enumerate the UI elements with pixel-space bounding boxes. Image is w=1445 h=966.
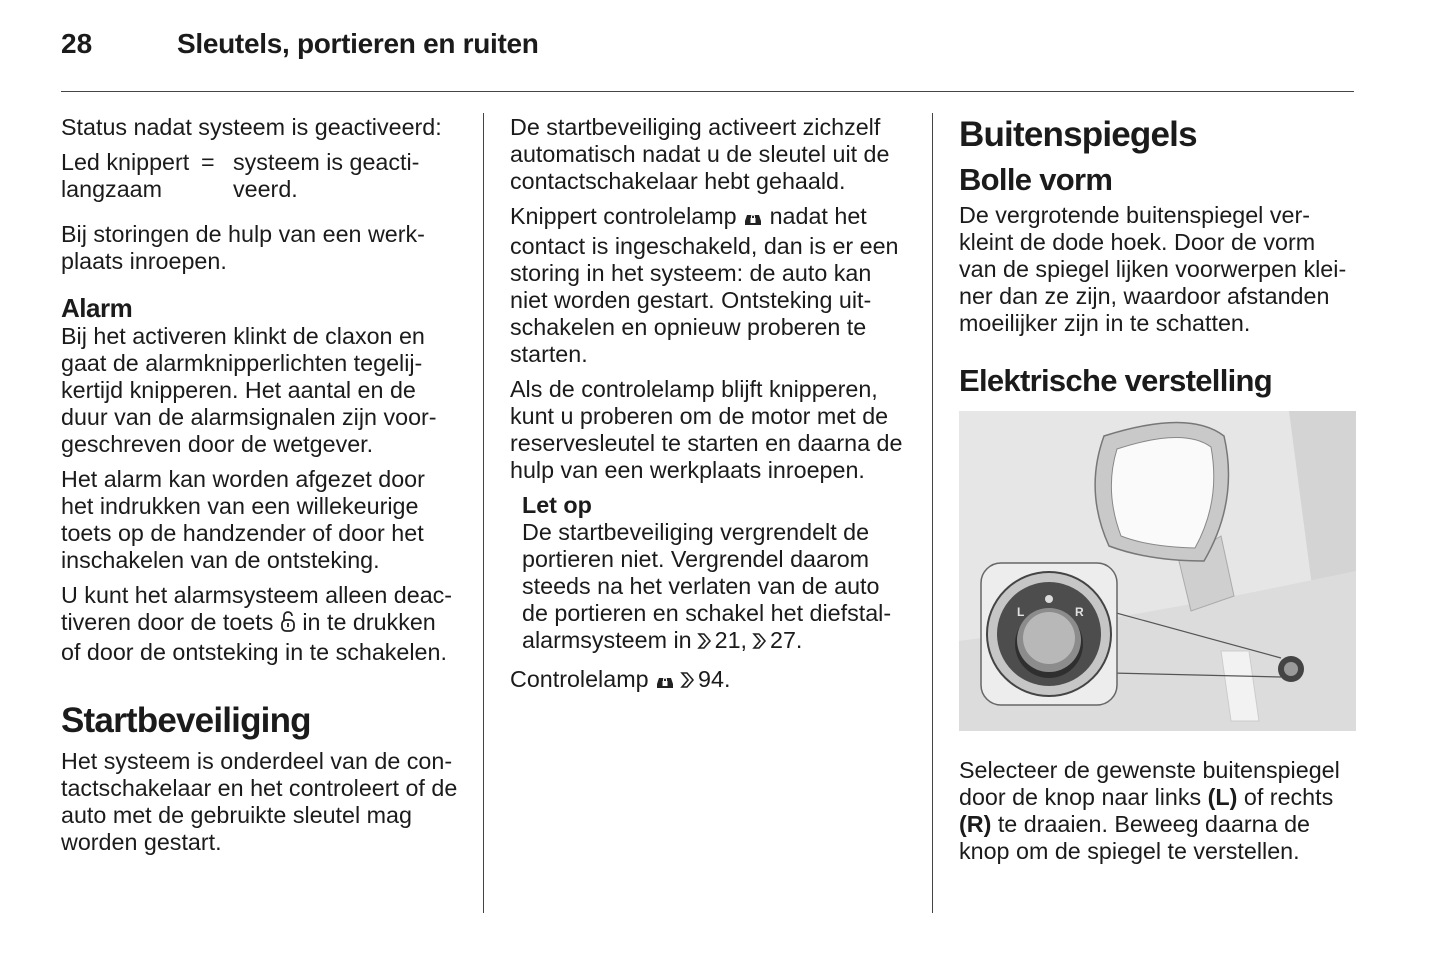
alarm-paragraph-3 — [61, 582, 461, 666]
select-text-b: of rechts — [1243, 784, 1334, 810]
column-divider-2 — [932, 113, 933, 913]
page-number: 28 — [61, 28, 93, 59]
lamp-ref[interactable]: 94. — [698, 666, 731, 692]
lamp-reference-line — [510, 666, 910, 696]
column-2 — [510, 114, 910, 704]
definition-term: Led knippert langzaam — [61, 149, 190, 202]
note-text: De startbeveiliging vergrendelt de portieren niet. Vergrendel daarom steeds na het verlaten van de auto de portieren en schakel het diefstal-alarmsysteem in — [522, 519, 892, 653]
note-title: Let op — [522, 492, 592, 518]
bolle-vorm-paragraph: De vergrotende buitenspiegel ver-kleint de dode hoek. Door de vorm van de spiegel lijken voorwerpen klei-ner dan ze zijn, waardoor afstanden moeilijker zijn in te schatten. — [959, 202, 1347, 336]
p2-start: Knippert controlelamp — [510, 203, 737, 229]
note-ref-2[interactable]: 27. — [770, 627, 803, 653]
buitenspiegels-heading: Buitenspiegels — [959, 115, 1197, 154]
knob-label-left: L — [1017, 605, 1025, 619]
status-definition — [61, 149, 461, 203]
immobilizer-paragraph-3: Als de controlelamp blijft knipperen, kunt u proberen om de motor met de reservesleutel te starten en daarna de hulp van een werkplaats inroepen. — [510, 376, 903, 483]
page-ref-arrow-icon — [679, 668, 695, 695]
immobilizer-paragraph-1: De startbeveiliging activeert zichzelf automatisch nadat u de sleutel uit de contactschakelaar hebt gehaald. — [510, 114, 890, 194]
storingen-paragraph: Bij storingen de hulp van een werk-plaats inroepen. — [61, 221, 425, 274]
select-mirror-paragraph — [959, 757, 1359, 865]
key-left: (L) — [1207, 784, 1238, 810]
immobilizer-paragraph-2 — [510, 203, 910, 368]
page-ref-arrow-icon — [751, 629, 767, 656]
immobilizer-lamp-icon — [743, 206, 763, 233]
p2-end: nadat het contact is ingeschakeld, dan is er een storing in het systeem: de auto kan niet worden gestart. Ontsteking uit-schakelen en opnieuw proberen te starten. — [510, 203, 899, 367]
unlock-key-icon — [280, 611, 296, 639]
key-right: (R) — [959, 811, 992, 837]
column-1 — [61, 114, 461, 864]
mirror-adjust-illustration — [959, 411, 1356, 731]
chapter-title: Sleutels, portieren en ruiten — [177, 28, 539, 59]
note-ref-1[interactable]: 21, — [714, 627, 747, 653]
alarm-heading: Alarm — [61, 293, 133, 323]
elektrische-verstelling-heading: Elektrische verstelling — [959, 363, 1273, 398]
page-ref-arrow-icon — [696, 629, 712, 656]
alarm-paragraph-1: Bij het activeren klinkt de claxon en gaat de alarmknipperlichten tegelij-kertijd knipperen. Het aantal en de duur van de alarmsignalen zijn voor-geschreven door de wetgever. — [61, 323, 437, 457]
status-line: Status nadat systeem is geactiveerd: — [61, 114, 442, 140]
startbeveiliging-paragraph: Het systeem is onderdeel van de con-tactschakelaar en het controleert of de auto met de gebruikte sleutel mag worden gestart. — [61, 748, 458, 855]
select-text-c: te draaien. Beweeg daarna de knop om de spiegel te verstellen. — [959, 811, 1310, 864]
select-text-a: Selecteer de gewenste buitenspiegel door de knop naar links — [959, 757, 1340, 810]
bolle-vorm-heading: Bolle vorm — [959, 162, 1113, 197]
header-divider — [61, 91, 1354, 92]
note-box — [522, 492, 910, 656]
startbeveiliging-heading: Startbeveiliging — [61, 701, 311, 740]
alarm-p3-start: U kunt het alarmsysteem alleen deac-tiveren door de toets — [61, 582, 453, 635]
column-3 — [959, 114, 1359, 873]
alarm-paragraph-2: Het alarm kan worden afgezet door het indrukken van een willekeurige toets op de handzender of door het inschakelen van de ontsteking. — [61, 466, 425, 573]
definition-value: systeem is geacti-veerd. — [233, 149, 420, 202]
alarm-p3-end: in te drukken of door de ontsteking in te schakelen. — [61, 609, 447, 665]
definition-separator: = — [201, 149, 215, 175]
immobilizer-lamp-icon — [655, 669, 675, 696]
knob-label-right: R — [1075, 605, 1084, 619]
lamp-label: Controlelamp — [510, 666, 649, 692]
column-divider-1 — [483, 113, 484, 913]
